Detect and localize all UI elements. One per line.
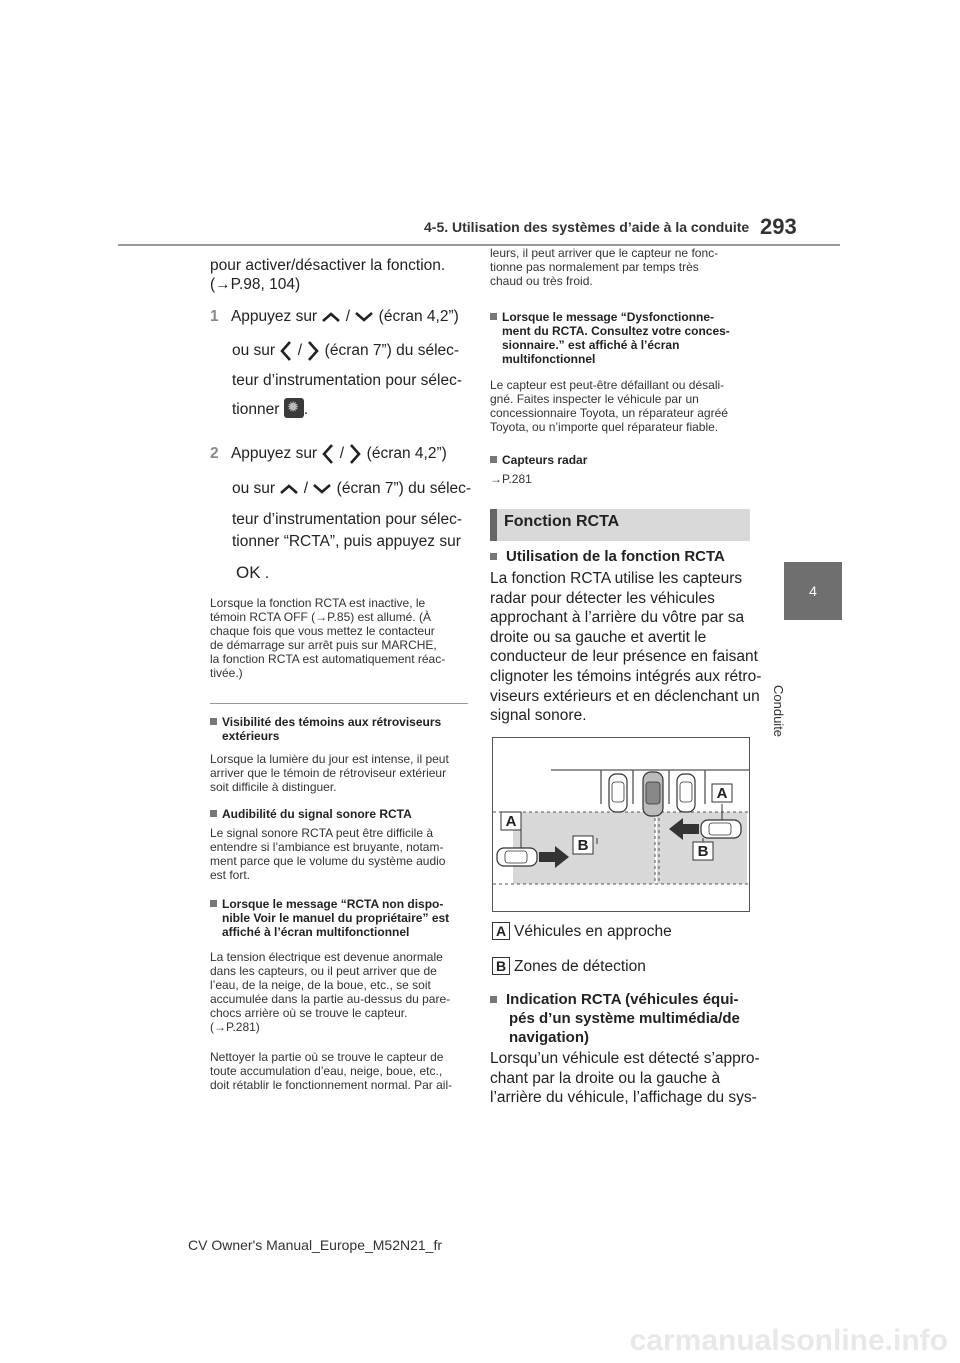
text-line: leurs, il peut arriver que le capteur ne fonc- (490, 246, 719, 260)
manual-footer: CV Owner's Manual_Europe_M52N21_fr (188, 1237, 443, 1253)
bullet-square-icon (490, 553, 497, 560)
bullet-square-icon (210, 718, 217, 725)
rcta-description (490, 569, 761, 725)
step2-line5 (236, 563, 269, 583)
bullet-square-icon (210, 900, 217, 907)
bullet-visibility-title (210, 715, 472, 743)
chapter-label-text: Conduite (771, 685, 786, 738)
bullet-title-line: Audibilité du signal sonore RCTA (222, 807, 412, 821)
text-line: accumulée dans la partie au-dessus du pare- (210, 992, 451, 1006)
text-line: Toyota, ou n’importe quel réparateur fiable. (490, 420, 719, 434)
text-line: Le signal sonore RCTA peut être difficile à (210, 826, 434, 840)
rcta-diagram-svg (493, 738, 749, 911)
chevron-left-icon (279, 340, 293, 362)
text-line: Lorsque la lumière du jour est intense, il peut (210, 752, 449, 766)
bullet-malfunction-text (490, 378, 728, 434)
chapter-tab (784, 562, 842, 620)
text-line: La tension électrique est devenue anormale (210, 950, 443, 964)
step1-l2c: (écran 7”) du sélec- (324, 342, 460, 360)
step2-l2a: ou sur (232, 480, 276, 497)
text-line: signal sonore. (490, 707, 587, 725)
bullet-title-line: sionnaire.” est affiché à l’écran (502, 338, 680, 352)
callout-a-right (712, 784, 732, 802)
step2-l1a: Appuyez sur (230, 445, 318, 463)
step2-line4: tionner “RCTA”, puis appuyez sur (232, 533, 461, 550)
bullet-audibility-title (210, 807, 412, 821)
callout-a-left (501, 812, 521, 830)
note-line: de démarrage sur arrêt puis sur MARCHE, (210, 638, 437, 652)
note-divider (210, 703, 468, 704)
step2-line3: teur d’instrumentation pour sélec- (232, 511, 463, 528)
legend-b-box: B (492, 957, 510, 975)
step1-l4: tionner (232, 401, 280, 418)
chevron-down-icon (312, 483, 332, 495)
heading-text: Indication RCTA (véhicules équi- (506, 991, 739, 1008)
watermark (0, 1318, 960, 1358)
step1-l1a: Appuyez sur (230, 308, 318, 325)
text-line: radar pour détecter les véhicules (490, 589, 715, 607)
step2-okend: . (264, 565, 270, 582)
continued-text (490, 246, 718, 288)
chapter-number: 4 (809, 583, 817, 599)
step2-number: 2 (210, 445, 219, 463)
chevron-down-icon (354, 311, 374, 323)
rcta-note (210, 596, 470, 680)
text-line: chant par la droite ou la gauche à (490, 1069, 721, 1087)
chevron-up-icon (321, 311, 341, 323)
step1-line3: teur d’instrumentation pour sélec- (232, 372, 463, 389)
step2-line1 (210, 443, 447, 465)
step1-l2a: ou sur (232, 342, 276, 360)
bullet-visibility-text (210, 752, 449, 794)
text-line: La fonction RCTA utilise les capteurs (490, 570, 743, 587)
note-line: témoin RCTA OFF (→P.85) est allumé. (À (210, 610, 431, 624)
parked-car-left (609, 774, 627, 812)
text-line: ment parce que le volume du système audio (210, 854, 446, 868)
chevron-right-icon (306, 340, 320, 362)
legend-b (492, 957, 646, 976)
svg-text:A: A (716, 785, 728, 802)
bullet-title-line: affiché à l’écran multifonctionnel (222, 925, 410, 939)
section-header-bar (490, 509, 497, 541)
text-line: tionne pas normalement par temps très (490, 260, 699, 274)
svg-text:B: B (577, 837, 589, 854)
text-line: chaud ou très froid. (490, 274, 593, 288)
bullet-audibility-text (210, 826, 445, 882)
header-divider (118, 244, 840, 246)
text-line: gné. Faites inspecter le véhicule par un (490, 392, 699, 406)
bullet-title-line: extérieurs (222, 729, 280, 743)
text-line: concessionnaire Toyota, un réparateur agréé (490, 406, 728, 420)
bullet-title-line: Visibilité des témoins aux rétroviseurs (222, 715, 442, 729)
step2-l2b: / (303, 480, 309, 497)
step1-line1 (210, 307, 459, 326)
text-line: arriver que le témoin de rétroviseur extérieur (210, 766, 447, 780)
heading-text: pés d’un système multimédia/de (509, 1010, 740, 1027)
bullet-title-line: Capteurs radar (502, 453, 588, 467)
heading-rcta-indication (490, 990, 760, 1047)
bullet-square-icon (490, 996, 497, 1003)
step1-l1b: / (345, 308, 351, 325)
text-line: toute accumulation d’eau, neige, boue, etc., (210, 1064, 443, 1078)
text-line: approchant à l’arrière du vôtre par sa (490, 609, 745, 627)
text-line: doit rétablir le fonctionnement normal. Par ail- (210, 1078, 453, 1092)
step2-l2c: (écran 7”) du sélec- (336, 480, 472, 497)
bullet-unavailable-title (210, 897, 449, 939)
bullet-title-line: multifonctionnel (502, 352, 596, 366)
bullet-title-line: Lorsque le message “RCTA non dispo- (222, 897, 444, 911)
chevron-up-icon (279, 483, 299, 495)
bullet-square-icon (490, 456, 497, 463)
step1-l2b: / (297, 342, 303, 360)
approaching-car-right (701, 820, 741, 838)
heading-text: navigation) (509, 1029, 590, 1046)
rcta-diagram (492, 737, 750, 912)
text-line: clignoter les témoins intégrés aux rétro- (490, 667, 762, 685)
text-line: soit difficile à distinguer. (210, 780, 337, 794)
text-line: l’eau, de la neige, de la boue, etc., se soit (210, 978, 431, 992)
text-line: (→P.281) (210, 1020, 260, 1034)
approaching-car-left (497, 848, 537, 866)
svg-text:A: A (505, 813, 517, 830)
note-line: Lorsque la fonction RCTA est inactive, le (210, 596, 426, 610)
heading-text: Utilisation de la fonction RCTA (506, 548, 725, 565)
legend-a-text: Véhicules en approche (514, 923, 672, 940)
chevron-left-icon (321, 443, 335, 465)
step1-number: 1 (210, 308, 219, 325)
step1-l1c: (écran 4,2”) (378, 308, 459, 325)
own-car (643, 772, 663, 816)
callout-b-left (573, 836, 593, 854)
text-line: Lorsqu’un véhicule est détecté s’appro- (490, 1050, 760, 1067)
text-line: est fort. (210, 868, 251, 882)
text-line: droite ou sa gauche et avertit le (490, 628, 707, 646)
rcta-indication-text (490, 1049, 760, 1107)
step1-l4end: . (303, 401, 309, 418)
heading-using-rcta (490, 547, 725, 566)
text-line: chocs arrière où se trouve le capteur. (210, 1006, 408, 1020)
bullet-unavailable-text2 (210, 1050, 452, 1092)
legend-a-box: A (492, 922, 510, 940)
settings-gear-icon (284, 398, 304, 418)
svg-text:carmanualsonline.info: carmanualsonline.info (629, 1324, 948, 1357)
note-line: tivée.) (210, 666, 243, 680)
step1-line2 (232, 340, 459, 362)
chapter-label (771, 630, 810, 738)
text-line: entendre si l’ambiance est bruyante, notam- (210, 840, 444, 854)
callout-b-right (693, 842, 713, 860)
legend-b-text: Zones de détection (514, 958, 646, 975)
text-line: viseurs extérieurs et en déclenchant un (490, 687, 760, 705)
bullet-title-line: Lorsque le message “Dysfonctionne- (502, 310, 715, 324)
bullet-square-icon (490, 313, 497, 320)
intro-ref: (→P.98, 104) (210, 276, 301, 293)
bullet-unavailable-text (210, 950, 450, 1034)
legend-a (492, 922, 672, 941)
text-line: Le capteur est peut-être défaillant ou désali- (490, 378, 725, 392)
ok-button-icon: OK (236, 563, 261, 582)
page-number: 293 (760, 214, 797, 239)
bullet-title-line: nible Voir le manuel du propriétaire” est (222, 911, 450, 925)
text-line: conducteur de leur présence en faisant (490, 648, 758, 666)
section-title: Fonction RCTA (504, 513, 620, 530)
svg-text:B: B (697, 843, 709, 860)
bullet-title-line: ment du RCTA. Consultez votre conces- (502, 324, 730, 338)
chevron-right-icon (348, 443, 362, 465)
bullet-square-icon (210, 810, 217, 817)
intro-text: pour activer/désactiver la fonction. (210, 257, 446, 274)
note-line: chaque fois que vous mettez le contacteur (210, 624, 435, 638)
radar-page-ref: →P.281 (490, 472, 532, 486)
text-line: l’arrière du véhicule, l’affichage du sys- (490, 1089, 757, 1107)
note-line: la fonction RCTA est automatiquement réac- (210, 652, 446, 666)
text-line: Nettoyer la partie où se trouve le capteur de (210, 1050, 444, 1064)
step2-line2 (232, 479, 471, 498)
section-header-title: 4-5. Utilisation des systèmes d’aide à la conduite (424, 219, 750, 235)
step2-l1c: (écran 4,2”) (366, 445, 447, 463)
bullet-malfunction-title (490, 310, 754, 366)
bullet-radar-title (490, 453, 587, 467)
step2-l1b: / (339, 445, 345, 463)
step1-line4 (232, 398, 308, 419)
parked-car-right (677, 774, 695, 812)
text-line: dans les capteurs, ou il peut arriver que de (210, 964, 437, 978)
